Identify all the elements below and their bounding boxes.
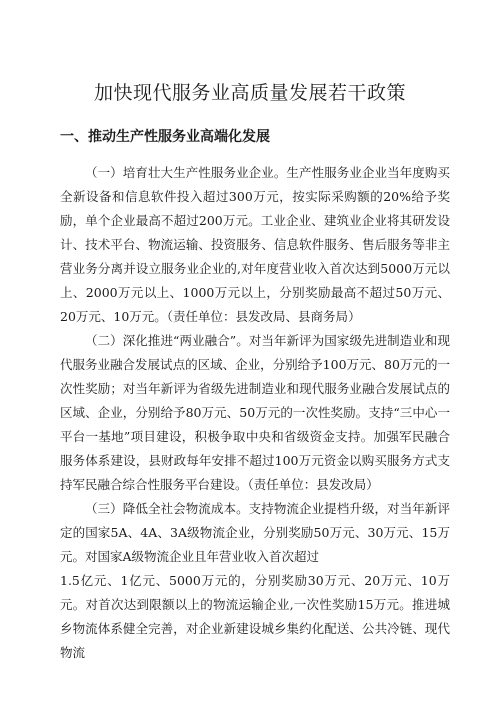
paragraph-2: （二）深化推进“两业融合”。对当年新评为国家级先进制造业和现代服务业融合发展试点的区域、企业，分别给予100万元、80万元的一次性奖励；对当年新评为省级先进制造业和现代服务业融合发展试点的区域、企业，分别给予80万元、50万元的一次性奖励。支持“三中心一平台一基地”项目建设，积极争取中央和省级资金支持。加强军民融合服务体系建设，县财政每年安排不超过100万元资金以购买服务方式支持军民融合综合性服务平台建设。（责任单位：县发改局） <box>60 333 450 492</box>
paragraph-4: 1.5亿元、1亿元、5000万元的，分别奖励30万元、20万元、10万元。对首次达到限额以上的物流运输企业,一次性奖励15万元。推进城乡物流体系健全完善，对企业新建设城乡集约化配送、公共冷链、现代物流 <box>60 573 450 660</box>
body-text <box>60 161 450 665</box>
paragraph-1: （一）培育壮大生产性服务业企业。生产性服务业企业当年度购买全新设备和信息软件投入超过300万元，按实际采购额的20%给予奖励，单个企业最高不超过200万元。工业企业、建筑业企业将其研发设计、技术平台、物流运输、投资服务、信息软件服务、售后服务等非主营业务分离并设立服务业企业的,对年度营业收入首次达到5000万元以上、2000万元以上、1000万元以上，分别奖励最高不超过50万元、20万元、10万元。（责任单位：县发改局、县商务局） <box>60 165 450 324</box>
section-heading: 一、推动生产性服务业高端化发展 <box>60 129 270 145</box>
paragraph-3: （三）降低全社会物流成本。支持物流企业提档升级，对当年新评定的国家5A、4A、3A级物流企业，分别奖励50万元、30万元、15万元。对国家A级物流企业且年营业收入首次超过 <box>60 501 450 564</box>
document-title: 加快现代服务业高质量发展若干政策 <box>93 82 406 104</box>
